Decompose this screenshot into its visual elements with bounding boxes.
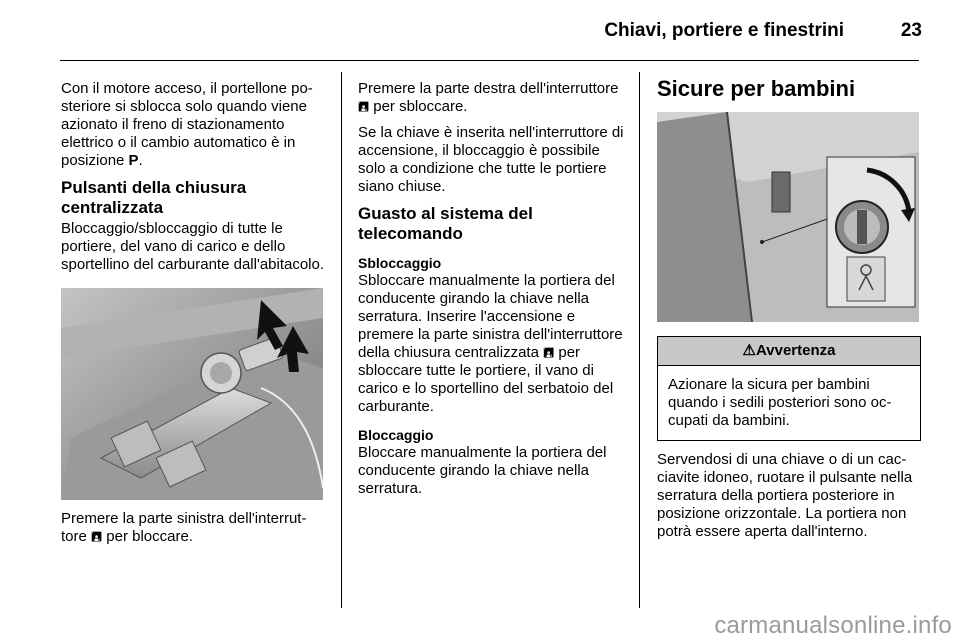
watermark: carmanualsonline.info xyxy=(714,612,952,639)
paragraph xyxy=(358,272,626,416)
paragraph: Se la chiave è inserita nell'interruttore di accensione, il bloccaggio è possibile solo a condizione che tutte le portiere siano chiuse. xyxy=(358,124,624,195)
warning-title: Avvertenza xyxy=(755,342,836,359)
column-divider-right xyxy=(639,72,640,608)
text: Premere la parte destra dell'interruttore xyxy=(358,80,619,97)
text: Sbloccare manualmente la portiera del conducente girando la chiave nella serratura. Inserire l'accensione e premere la parte sinistra dell'interruttore della chiusura centralizzata xyxy=(358,272,623,361)
paragraph: Bloccaggio/sbloccaggio di tutte le portiere, del vano di carico e dello sportellino del carburante dall'abitacolo. xyxy=(61,220,325,273)
warning-box xyxy=(657,336,921,441)
door-switch-illustration xyxy=(61,288,323,500)
run-in-heading: Bloccaggio xyxy=(358,427,434,443)
text: Con il motore acceso, il portellone posteriore si sblocca solo quando viene azionato il freno di stazionamento elettrico o il cambio automatico è in posizione xyxy=(61,80,313,169)
section-title: Sicure per bambini xyxy=(657,76,856,101)
gear-position: P xyxy=(128,152,139,169)
paragraph xyxy=(61,80,325,170)
text: . xyxy=(138,152,143,169)
text: per bloccare. xyxy=(102,528,193,545)
car-lock-switch-icon: 🖪 xyxy=(358,99,370,114)
paragraph xyxy=(61,510,325,546)
warning-header xyxy=(658,337,920,366)
text: per sbloccare. xyxy=(369,98,468,115)
page-number: 23 xyxy=(900,20,922,41)
child-lock-illustration xyxy=(657,112,919,322)
run-in-heading: Sbloccaggio xyxy=(358,255,442,271)
door-switch-figure xyxy=(61,288,323,500)
column-divider-left xyxy=(341,72,342,608)
header-title: Chiavi, portiere e finestrini xyxy=(604,20,844,41)
section-heading: Guasto al sistema del telecomando xyxy=(358,204,533,243)
warning-triangle-icon: ⚠ xyxy=(742,342,756,359)
column-3 xyxy=(657,76,921,549)
paragraph: Bloccare manualmente la portiera del conducente girando la chiave nella serratura. xyxy=(358,444,607,497)
paragraph: Servendosi di una chiave o di un cacciavite idoneo, ruotare il pulsante nella serratura della portiera posteriore in posizione orizzontale. La portiera non potrà essere aperta dall'interno. xyxy=(657,451,913,540)
child-lock-figure xyxy=(657,112,919,322)
car-lock-switch-icon: 🖪 xyxy=(91,529,103,544)
warning-text: Azionare la sicura per bambini quando i sedili posteriori sono occupati da bambini. xyxy=(668,376,892,429)
paragraph xyxy=(358,80,626,116)
header-divider xyxy=(60,60,919,61)
text: per sbloccare tutte le portiere, il vano di carico e lo sportellino del serbatoio del carburante. xyxy=(358,344,614,415)
car-lock-switch-icon: 🖪 xyxy=(543,345,555,360)
column-1 xyxy=(61,80,325,554)
column-2 xyxy=(358,80,626,506)
section-heading: Pulsanti della chiusura centralizzata xyxy=(61,178,247,217)
text: Premere la parte sinistra dell'interruttore xyxy=(61,510,307,545)
